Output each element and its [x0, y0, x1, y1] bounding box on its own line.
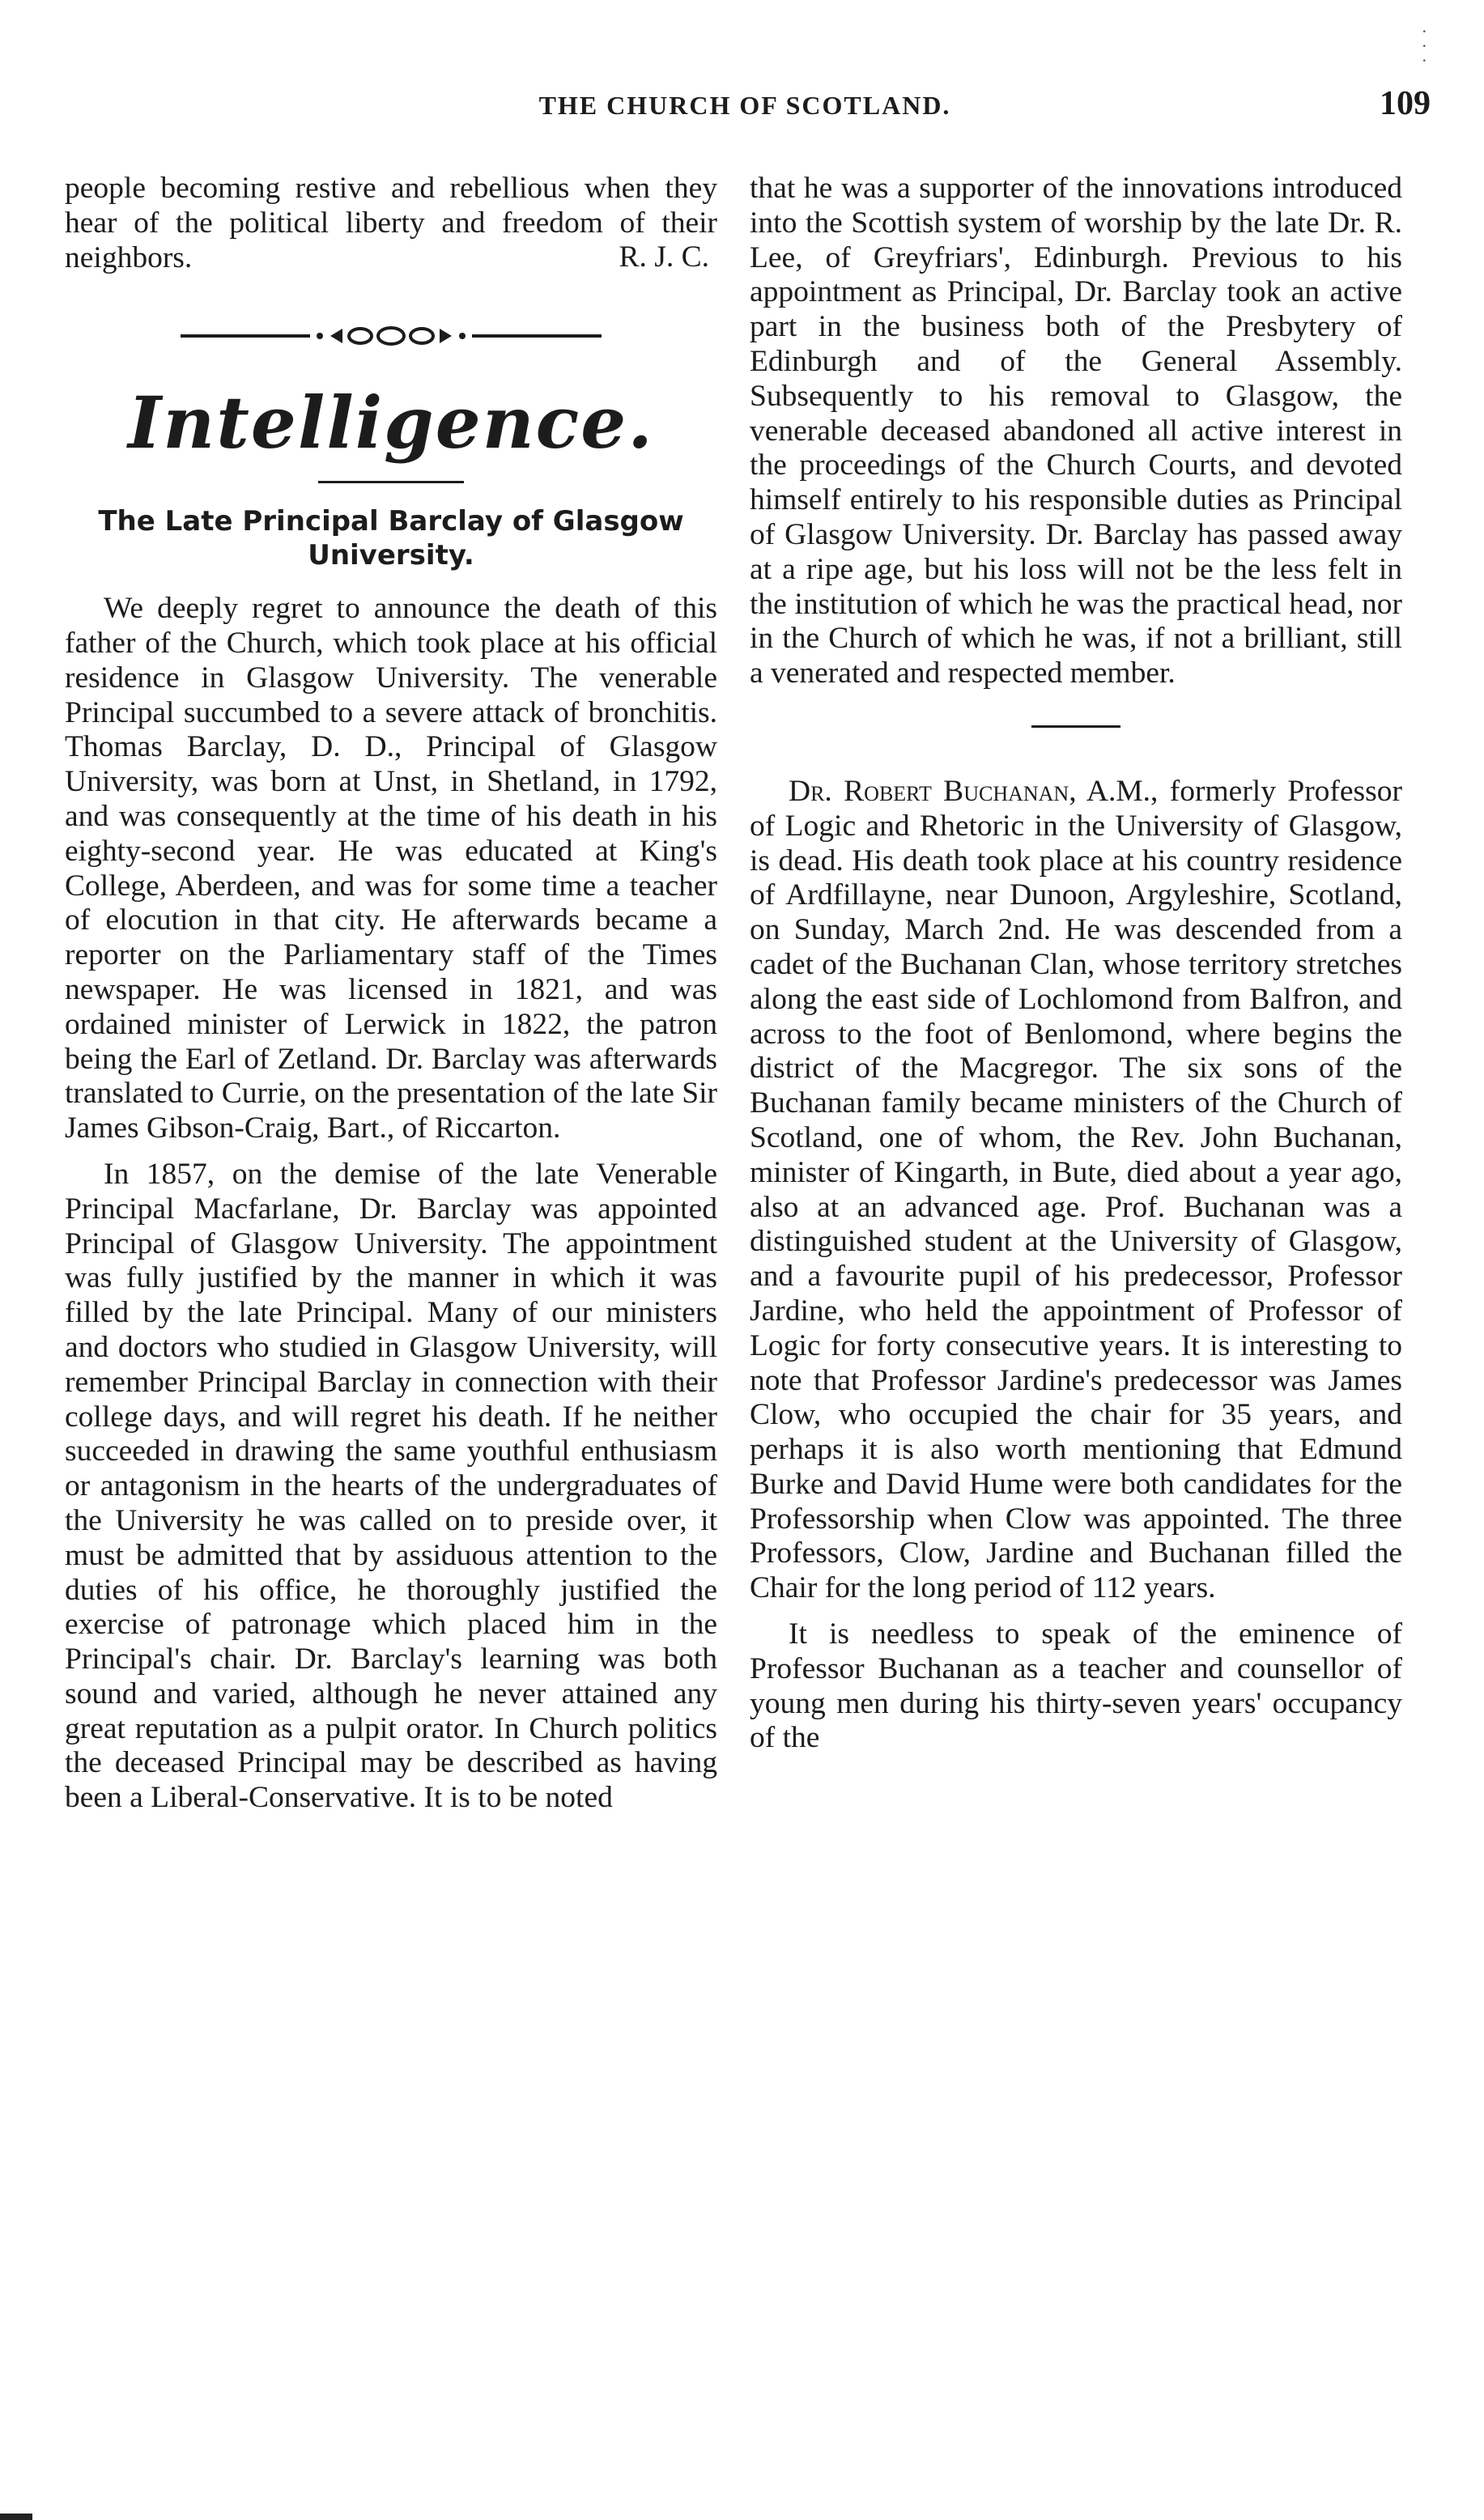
buchanan-text: A.M., formerly Professor of Logic and Rhetoric in the University of Glasgow, is dead. His death took place at his country residence of Ardfillayne, near Dunoon, Argyleshire, Scotland, on Sunday, March 2nd. He was descended from a cadet of the Buchanan Clan, whose territory stretches along the east side of Lochlomond from Balfron, and across to the foot of Benlomond, where begins the district of the Macgregor. The six sons of the Buchanan family became ministers of the Church of Scotland, one of whom, the Rev. John Buchanan, minister of Kingarth, in Bute, died about a year ago, also at an advanced age. Prof. Buchanan was a distinguished student at the University of Glasgow, and a favourite pupil of his predecessor, Professor Jardine, who held the appointment of Professor of Logic for forty consecutive years. It is interesting to note that Professor Jardine's predecessor was James Clow, who occupied the chair for 35 years, and perhaps it is also worth mentioning that Edmund Burke and David Hume were both candidates for the Professorship when Clow was appointed. The three Professors, Clow, Jardine and Buchanan filled the Chair for the long period of 112 years. [750, 774, 1402, 1605]
continued-paragraph: that he was a supporter of the innovations introduced into the Scottish system of worship by the late Dr. R. Lee, of Greyfriars', Edinburgh. Previous to his appointment as Principal, Dr. Barclay took an active part in the business both of the Presbytery of Edinburgh and of the General Assembly. Subsequently to his removal to Glasgow, the venerable deceased abandoned all active interest in the proceedings of the Church Courts, and devoted himself entirely to his responsible duties as Principal of Glasgow University. Dr. Barclay has passed away at a ripe age, but his loss will not be the less felt in the institution of which he was the practical head, nor in the Church of which he was, if not a brilliant, still a venerated and respected member. [750, 172, 1402, 691]
buchanan-paragraph [750, 775, 1402, 1606]
final-paragraph: It is needless to speak of the eminence of Professor Buchanan as a teacher and counsellor of young men during his thirty-seven years' occupancy of the [750, 1617, 1402, 1755]
article-separator-rule [1031, 725, 1120, 728]
margin-mark: · · · [1421, 21, 1427, 70]
article-paragraph: In 1857, on the demise of the late Venerable Principal Macfarlane, Dr. Barclay was appointed Principal of Glasgow University. The appointment was fully justified by the manner in which it was filled by the late Principal. Many of our ministers and doctors who studied in Glasgow University, will remember Principal Barclay in connection with their college days, and will regret his death. If he neither succeeded in drawing the same youthful enthusiasm or antagonism in the hearts of the undergraduates of the University he was called on to preside over, it must be admitted that by assiduous attention to the duties of his office, he thoroughly justified the exercise of patronage which placed him in the Principal's chair. Dr. Barclay's learning was both sound and varied, although he never attained any great reputation as a pulpit orator. In Church politics the deceased Principal may be described as having been a Liberal-Conservative. It is to be noted [65, 1157, 717, 1815]
article-title: The Late Principal Barclay of Glasgow University. [98, 505, 684, 572]
intro-paragraph: people becoming restive and rebellious when they hear of the political liberty and freedom of their neighbors. [65, 172, 717, 274]
section-heading: Intelligence. [128, 380, 654, 465]
page-number: 109 [1380, 85, 1431, 122]
scan-edge-mark [0, 2514, 32, 2520]
running-title: THE CHURCH OF SCOTLAND. [538, 91, 951, 120]
buchanan-name: Dr. Robert Buchanan, [789, 774, 1077, 808]
intro-signoff: R. J. C. [619, 240, 709, 274]
heading-rule [318, 481, 464, 483]
article-paragraph: We deeply regret to announce the death of this father of the Church, which took place at his official residence in Glasgow University. The venerable Principal succumbed to a severe attack of bronchitis. Thomas Barclay, D. D., Principal of Glasgow University, was born at Unst, in Shetland, in 1792, and was consequently at the time of his death in his eighty-second year. He was educated at King's College, Aberdeen, and was for some time a teacher of elocution in that city. He afterwards became a reporter on the Parliamentary staff of the Times newspaper. He was licensed in 1821, and was ordained minister of Lerwick in 1822, the patron being the Earl of Zetland. Dr. Barclay was afterwards translated to Currie, on the presentation of the late Sir James Gibson-Craig, Bart., of Riccarton. [65, 592, 718, 1145]
left-column [65, 172, 717, 1816]
right-column [750, 172, 1402, 1756]
ornamental-divider [181, 324, 602, 348]
